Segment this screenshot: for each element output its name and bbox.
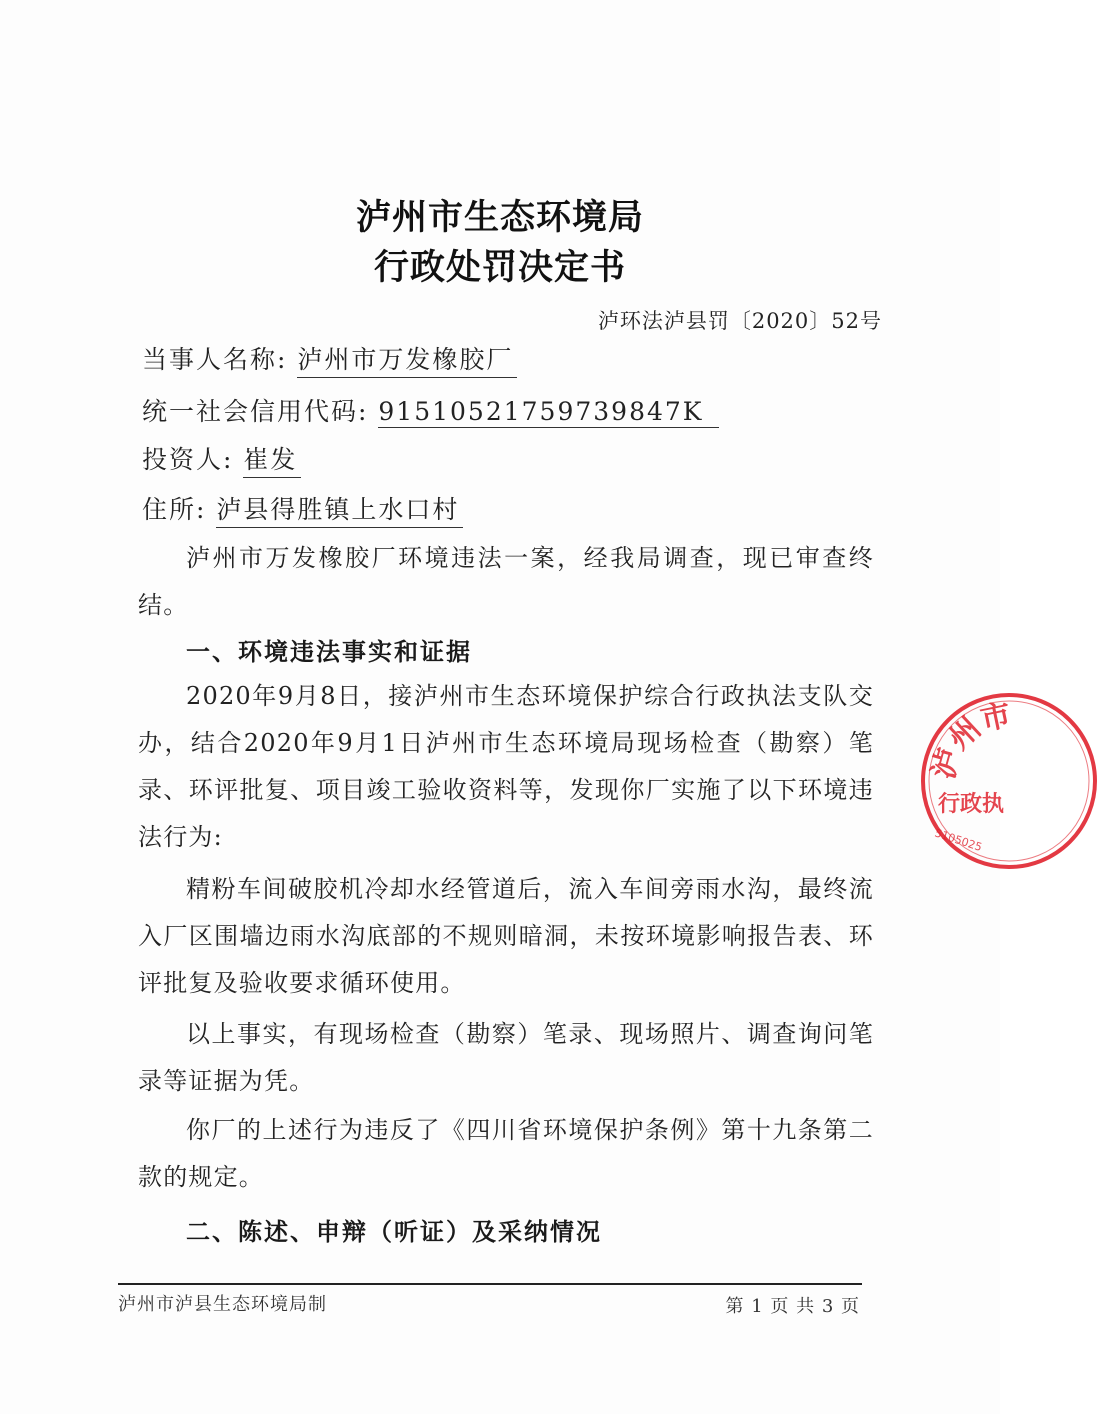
- investor-field: [142, 440, 301, 478]
- document-title-line2: 行政处罚决定书: [373, 248, 626, 288]
- facts-paragraph: 2020年9月8日，接泸州市生态环境保护综合行政执法支队交办，结合2020年9月1日泸州市生态环境局现场检查（勘察）笔录、环评批复、项目竣工验收资料等，发现你厂实施了以下环境违法行为:: [138, 682, 874, 851]
- credit-code-value: 91510521759739847K: [378, 397, 719, 428]
- address-field: [142, 490, 463, 528]
- credit-code-field: [142, 392, 719, 428]
- party-name-field: [142, 340, 517, 378]
- address-label: 住所:: [142, 495, 207, 524]
- section1-heading: 一、环境违法事实和证据: [186, 638, 472, 666]
- party-name-value: 泸州市万发橡胶厂: [297, 340, 517, 378]
- footer-divider: [118, 1283, 862, 1285]
- footer-page-info: 第 1 页 共 3 页: [725, 1296, 860, 1317]
- seal-outer-ring: [923, 695, 1095, 867]
- investor-label: 投资人:: [142, 445, 234, 474]
- regulation-paragraph: 你厂的上述行为违反了《四川省环境保护条例》第十九条第二款的规定。: [138, 1116, 874, 1191]
- seal-arc-text: 泸州市: [925, 697, 1015, 783]
- violation-paragraph: 精粉车间破胶机冷却水经管道后，流入车间旁雨水沟，最终流入厂区围墙边雨水沟底部的不规则暗洞，未按环境影响报告表、环评批复及验收要求循环使用。: [138, 875, 874, 997]
- party-name-label: 当事人名称:: [142, 345, 288, 374]
- footer-issuer: 泸州市泸县生态环境局制: [118, 1294, 327, 1315]
- address-value: 泸县得胜镇上水口村: [216, 490, 463, 528]
- document-number: 泸环法泸县罚〔2020〕52号: [597, 309, 882, 333]
- official-seal-stamp: [914, 686, 1104, 876]
- seal-inner-ring: [929, 701, 1089, 861]
- seal-code-text: 5105025: [933, 826, 984, 854]
- credit-code-label: 统一社会信用代码:: [142, 397, 369, 426]
- seal-middle-text: 行政执: [938, 792, 1005, 817]
- investor-value: 崔发: [243, 440, 301, 478]
- intro-paragraph: 泸州市万发橡胶厂环境违法一案，经我局调查，现已审查终结。: [138, 544, 874, 619]
- evidence-paragraph: 以上事实，有现场检查（勘察）笔录、现场照片、调查询问笔录等证据为凭。: [138, 1020, 874, 1095]
- document-title-line1: 泸州市生态环境局: [355, 198, 644, 238]
- section2-heading: 二、陈述、申辩（听证）及采纳情况: [186, 1218, 602, 1246]
